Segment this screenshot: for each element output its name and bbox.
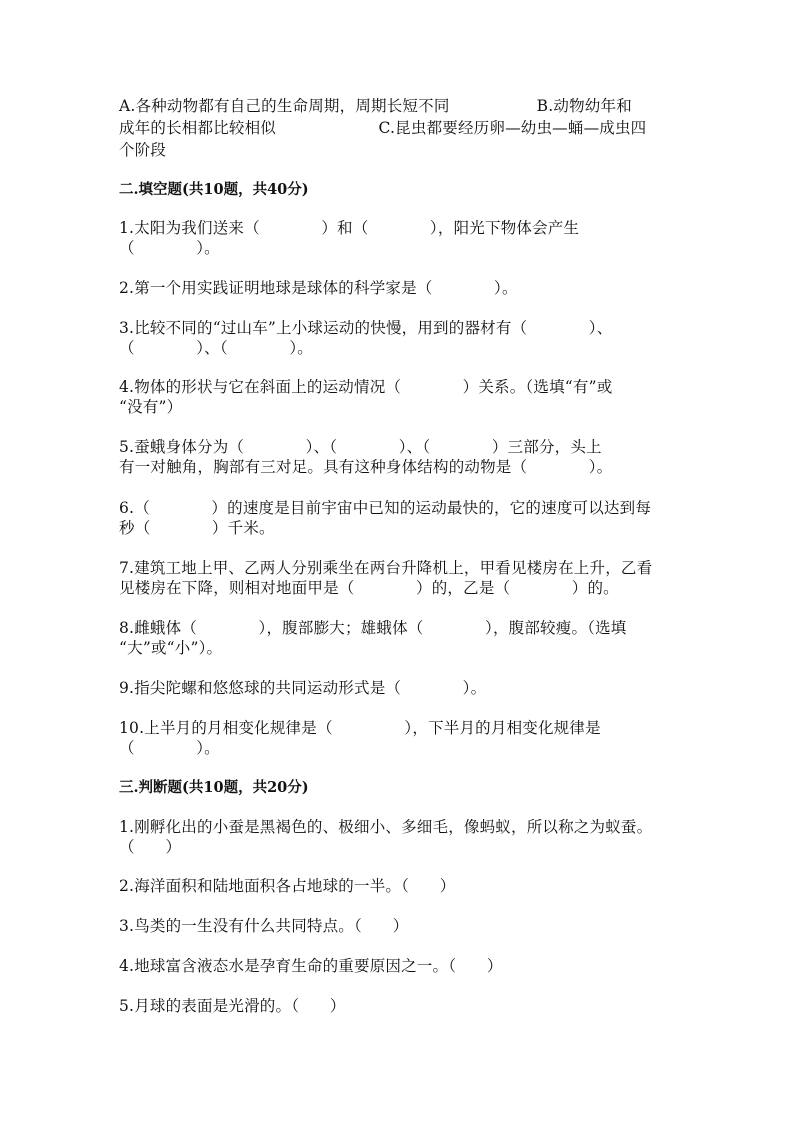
question-line: （ ）。 xyxy=(119,239,220,257)
question-line: 秒（ ）千米。 xyxy=(119,519,275,537)
question-line: 3.鸟类的一生没有什么共同特点。（ ） xyxy=(119,917,409,935)
question-line: （ ）、（ ）。 xyxy=(119,339,313,357)
section-title: 三.判断题(共10题，共20分) xyxy=(119,779,309,796)
option-line: A.各种动物都有自己的生命周期，周期长短不同 B.动物幼年和 xyxy=(119,97,632,115)
question-line: “没有”） xyxy=(119,398,183,416)
question-line: 有一对触角，胸部有三对足。具有这种身体结构的动物是（ ）。 xyxy=(119,458,613,476)
question-line: （ ）。 xyxy=(119,739,220,757)
question-line: 8.雌蛾体（ ），腹部膨大；雄蛾体（ ），腹部较瘦。（选填 xyxy=(119,619,627,637)
question-line: （ ） xyxy=(119,838,182,856)
question-line: 3.比较不同的“过山车”上小球运动的快慢，用到的器材有（ ）、 xyxy=(119,319,613,337)
question-line: 2.第一个用实践证明地球是球体的科学家是（ ）。 xyxy=(119,279,518,297)
question-line: “大”或“小”）。 xyxy=(119,639,223,657)
question-line: 1.刚孵化出的小蚕是黑褐色的、极细小、多细毛，像蚂蚁，所以称之为蚁蚕。 xyxy=(119,818,653,836)
option-line: 成年的长相都比较相似 C.昆虫都要经历卵—幼虫—蛹—成虫四 xyxy=(119,119,647,137)
question-line: 10.上半月的月相变化规律是（ ），下半月的月相变化规律是 xyxy=(119,719,601,737)
question-line: 9.指尖陀螺和悠悠球的共同运动形式是（ ）。 xyxy=(119,679,487,697)
question-line: 6.（ ）的速度是目前宇宙中已知的运动最快的，它的速度可以达到每 xyxy=(119,499,652,517)
question-line: 1.太阳为我们送来（ ）和（ ），阳光下物体会产生 xyxy=(119,219,580,237)
option-line: 个阶段 xyxy=(119,141,167,159)
question-line: 见楼房在下降，则相对地面甲是（ ）的，乙是（ ）的。 xyxy=(119,579,619,597)
question-line: 2.海洋面积和陆地面积各占地球的一半。（ ） xyxy=(119,877,456,895)
section-title: 二.填空题(共10题，共40分) xyxy=(119,181,309,198)
question-line: 5.月球的表面是光滑的。（ ） xyxy=(119,997,346,1015)
question-line: 7.建筑工地上甲、乙两人分别乘坐在两台升降机上，甲看见楼房在上升，乙看 xyxy=(119,559,653,577)
question-line: 5.蚕蛾身体分为（ ）、（ ）、（ ）三部分，头上 xyxy=(119,438,602,456)
question-line: 4.物体的形状与它在斜面上的运动情况（ ）关系。（选填“有”或 xyxy=(119,378,613,396)
question-line: 4.地球富含液态水是孕育生命的重要原因之一。（ ） xyxy=(119,957,503,975)
